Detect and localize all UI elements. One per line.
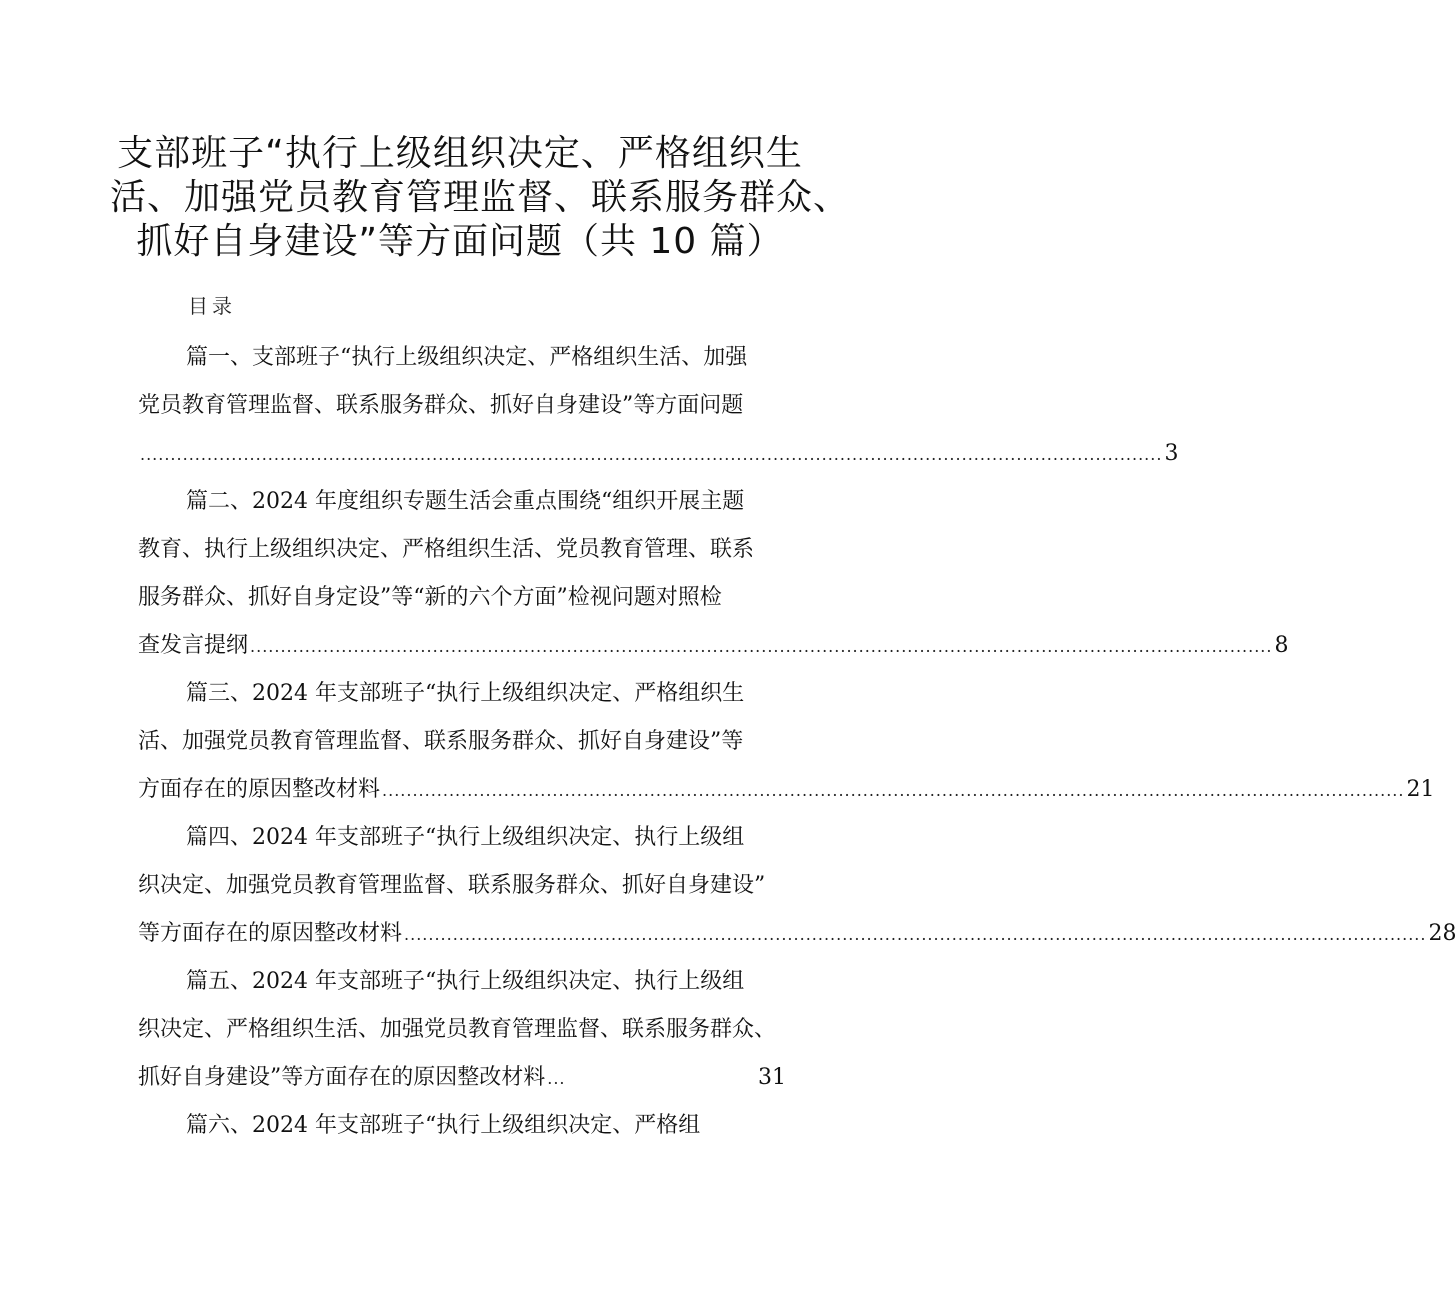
toc-entry-line: 篇六、2024 年支部班子“执行上级组织决定、严格组 bbox=[186, 1113, 701, 1138]
toc-entry-line: 活、加强党员教育管理监督、联系服务群众、抓好自身建设”等 bbox=[138, 729, 744, 754]
toc-page-number: 28 bbox=[1428, 921, 1456, 946]
toc-entry-leader-line bbox=[138, 622, 1289, 670]
toc-entry-tail: 方面存在的原因整改材料 bbox=[138, 777, 381, 802]
title-line: 抓好自身建设”等方面问题（共 10 篇） bbox=[136, 221, 784, 262]
toc-entry[interactable] bbox=[138, 1102, 786, 1150]
title-line: 活、加强党员教育管理监督、联系服务群众、 bbox=[110, 177, 851, 218]
toc-entry-leader-line bbox=[138, 430, 1179, 478]
toc-page-number: 31 bbox=[758, 1065, 786, 1090]
toc-page-number: 8 bbox=[1274, 633, 1289, 658]
dot-leader: ........................................................................................................................................................................ bbox=[250, 637, 1273, 656]
toc-page-number: 21 bbox=[1406, 777, 1435, 802]
title-line: 支部班子“执行上级组织决定、严格组织生 bbox=[117, 133, 803, 174]
toc-entry-line: 织决定、严格组织生活、加强党员教育管理监督、联系服务群众、 bbox=[138, 1017, 777, 1042]
toc-entry-leader-line bbox=[138, 1054, 786, 1102]
toc-entry[interactable] bbox=[138, 478, 1289, 670]
toc-entry-tail: 等方面存在的原因整改材料 bbox=[138, 921, 403, 946]
toc-entry[interactable] bbox=[138, 334, 1179, 478]
toc-entry-line: 党员教育管理监督、联系服务群众、抓好自身建设”等方面问题 bbox=[138, 393, 744, 418]
toc-page-number: 3 bbox=[1164, 441, 1179, 466]
toc-heading: 目录 bbox=[188, 294, 236, 318]
toc-entry-leader-line bbox=[138, 766, 1435, 814]
toc-entry-tail: 查发言提纲 bbox=[138, 633, 249, 658]
dot-leader: ........................................................................................................................................................................ bbox=[382, 781, 1405, 800]
toc-entry[interactable] bbox=[138, 670, 1435, 814]
toc-entry-line: 篇五、2024 年支部班子“执行上级组织决定、执行上级组 bbox=[186, 969, 745, 994]
dot-leader: ........................................................................................................................................................................ bbox=[404, 925, 1427, 944]
toc-entry-line: 篇二、2024 年度组织专题生活会重点围绕“组织开展主题 bbox=[186, 489, 745, 514]
document-title bbox=[110, 132, 851, 264]
dot-leader: ........................................................................................................................................................................ bbox=[140, 445, 1163, 464]
toc-entry-line: 织决定、加强党员教育管理监督、联系服务群众、抓好自身建设” bbox=[138, 873, 766, 898]
toc-entry[interactable] bbox=[138, 814, 1456, 958]
toc-entry-line: 篇三、2024 年支部班子“执行上级组织决定、严格组织生 bbox=[186, 681, 745, 706]
table-of-contents bbox=[138, 334, 1456, 1150]
dot-leader: ... bbox=[547, 1069, 566, 1088]
toc-entry[interactable] bbox=[138, 958, 786, 1102]
toc-entry-leader-line bbox=[138, 910, 1456, 958]
toc-entry-tail: 抓好自身建设”等方面存在的原因整改材料 bbox=[138, 1065, 546, 1090]
toc-entry-line: 篇四、2024 年支部班子“执行上级组织决定、执行上级组 bbox=[186, 825, 745, 850]
toc-entry-line: 服务群众、抓好自身定设”等“新的六个方面”检视问题对照检 bbox=[138, 585, 722, 610]
toc-entry-line: 教育、执行上级组织决定、严格组织生活、党员教育管理、联系 bbox=[138, 537, 755, 562]
toc-entry-line: 篇一、支部班子“执行上级组织决定、严格组织生活、加强 bbox=[186, 345, 748, 370]
